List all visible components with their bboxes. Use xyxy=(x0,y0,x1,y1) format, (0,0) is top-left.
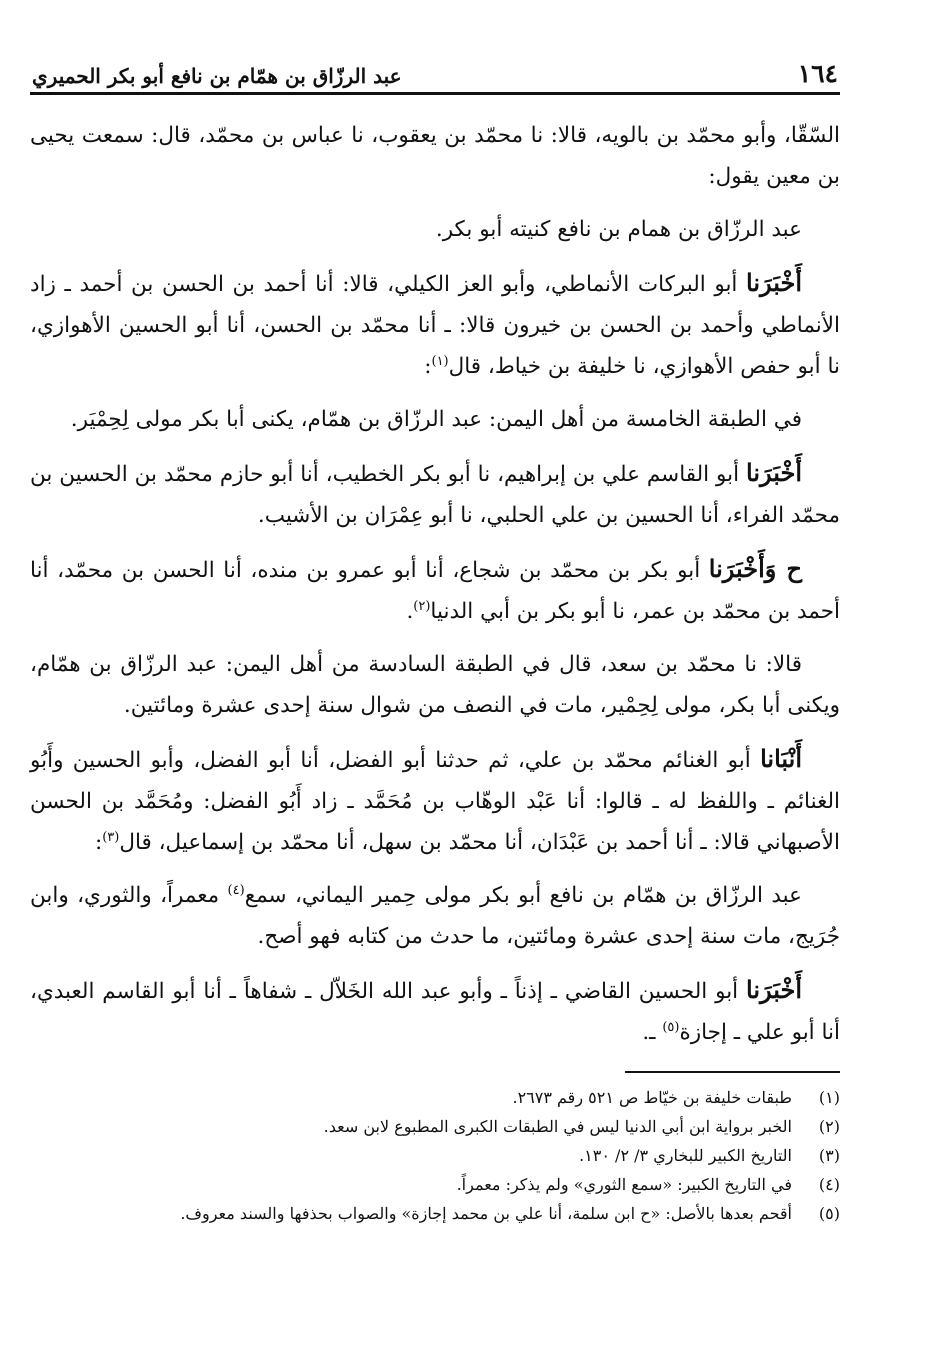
footnote xyxy=(30,1170,840,1199)
paragraph: السّقّا، وأبو محمّد بن بالويه، قالا: نا محمّد بن يعقوب، نا عباس بن محمّد، قال: سمعت يحيى بن معين يقول: xyxy=(30,123,840,189)
footnote-text: طبقات خليفة بن خيّاط ص ٥٢١ رقم ٢٦٧٣. xyxy=(512,1088,792,1107)
footnote-marker[interactable]: (٤) xyxy=(227,882,245,898)
footnote-marker[interactable]: (٣) xyxy=(102,829,120,845)
footnote xyxy=(30,1199,840,1228)
footnote-number: (١) xyxy=(818,1088,840,1107)
footnote-number: (٢) xyxy=(818,1117,840,1136)
footnotes xyxy=(30,1083,840,1228)
isnad-keyword: أَخْبَرَنا xyxy=(746,458,802,487)
page-header xyxy=(30,50,840,95)
paragraph: قالا: نا محمّد بن سعد، قال في الطبقة السادسة من أهل اليمن: عبد الرزّاق بن همّام، ويكنى أبا بكر، مولى لِحِمْير، مات في النصف من شوال سنة إحدى عشرة ومائتين. xyxy=(30,652,840,718)
footnote-text: أقحم بعدها بالأصل: «ح ابن سلمة، أنا علي بن محمد إجازة» والصواب بحذفها والسند معروف. xyxy=(180,1204,792,1223)
footnote-text: التاريخ الكبير للبخاري ٣/ ٢/ ١٣٠. xyxy=(579,1146,792,1165)
footnote-number: (٥) xyxy=(818,1204,840,1223)
running-title: عبد الرزّاق بن همّام بن نافع أبو بكر الحميري xyxy=(32,64,402,88)
main-text xyxy=(30,115,840,1053)
isnad-keyword: أَخْبَرَنا xyxy=(746,268,802,297)
page-number: ١٦٤ xyxy=(797,59,838,88)
paragraph: أَخْبَرَنا أبو القاسم علي بن إبراهيم، نا أبو بكر الخطيب، أنا أبو حازم محمّد بن الحسين بن محمّد الفراء، أنا الحسين بن علي الحلبي، نا أبو عِمْرَان بن الأشيب. xyxy=(30,458,840,528)
footnote-text: الخبر برواية ابن أبي الدنيا ليس في الطبقات الكبرى المطبوع لابن سعد. xyxy=(323,1117,792,1136)
footnote xyxy=(30,1083,840,1112)
footnote xyxy=(30,1141,840,1170)
isnad-keyword: أَنْبَانا xyxy=(760,744,802,773)
paragraph: أَخْبَرَنا أبو البركات الأنماطي، وأبو العز الكيلي، قالا: أنا أحمد بن الحسن بن أحمد ـ زاد الأنماطي وأحمد بن الحسن بن خيرون قالا: ـ أنا محمّد بن الحسن، أنا أبو الحسين الأهوازي، نا أبو حفص الأهوازي، نا خليفة بن خياط، قال$^{(١)}$: xyxy=(30,268,840,379)
footnote-marker[interactable]: (١) xyxy=(431,353,449,369)
paragraph: في الطبقة الخامسة من أهل اليمن: عبد الرزّاق بن همّام، يكنى أبا بكر مولى لِحِمْيَر. xyxy=(70,407,802,432)
footnote-number: (٤) xyxy=(818,1175,840,1194)
footnote-divider xyxy=(625,1071,840,1073)
paragraph: ح وَأَخْبَرَنا أبو بكر بن محمّد بن شجاع، أنا أبو عمرو بن منده، أنا الحسن بن محمّد، أنا أحمد بن محمّد بن عمر، نا أبو بكر بن أبي الدنيا$^{(٢)}$. xyxy=(30,554,840,624)
paragraph: عبد الرزّاق بن همّام بن نافع أبو بكر مولى حِمير اليماني، سمع$^{(٤)}$ معمراً، والثوري، وابن جُرَيج، مات سنة إحدى عشرة ومائتين، ما حدث من كتابه فهو أصح. xyxy=(30,882,840,949)
paragraph: أَنْبَانا أبو الغنائم محمّد بن علي، ثم حدثنا أبو الفضل، أنا أبو الفضل، وأبو الحسين وأَبُو الغنائم ـ واللفظ له ـ قالوا: أنا عَبْد الوهّاب بن مُحَمَّد ـ زاد أَبُو الفضل: ومُحَمَّد بن الحسن الأصبهاني قالا: ـ أنا أحمد بن عَبْدَان، أنا محمّد بن سهل، أنا محمّد بن إسماعيل، قال$^{(٣)}$: xyxy=(30,744,840,855)
footnote-number: (٣) xyxy=(818,1146,840,1165)
footnote-text: في التاريخ الكبير: «سمع الثوري» ولم يذكر: معمراً. xyxy=(456,1175,792,1194)
isnad-keyword: أَخْبَرَنا xyxy=(746,975,802,1004)
isnad-keyword: ح وَأَخْبَرَنا xyxy=(708,554,802,583)
footnote xyxy=(30,1112,840,1141)
paragraph: عبد الرزّاق بن همام بن نافع كنيته أبو بكر. xyxy=(435,217,802,242)
footnote-marker[interactable]: (٥) xyxy=(662,1019,680,1035)
paragraph: أَخْبَرَنا أبو الحسين القاضي ـ إذناً ـ وأبو عبد الله الخَلاّل ـ شفاهاً ـ أنا أبو القاسم العبدي، أنا أبو علي ـ إجازة$^{(٥)}$ ـ. xyxy=(30,975,840,1045)
book-page xyxy=(30,50,840,1228)
footnote-marker[interactable]: (٢) xyxy=(413,598,431,614)
